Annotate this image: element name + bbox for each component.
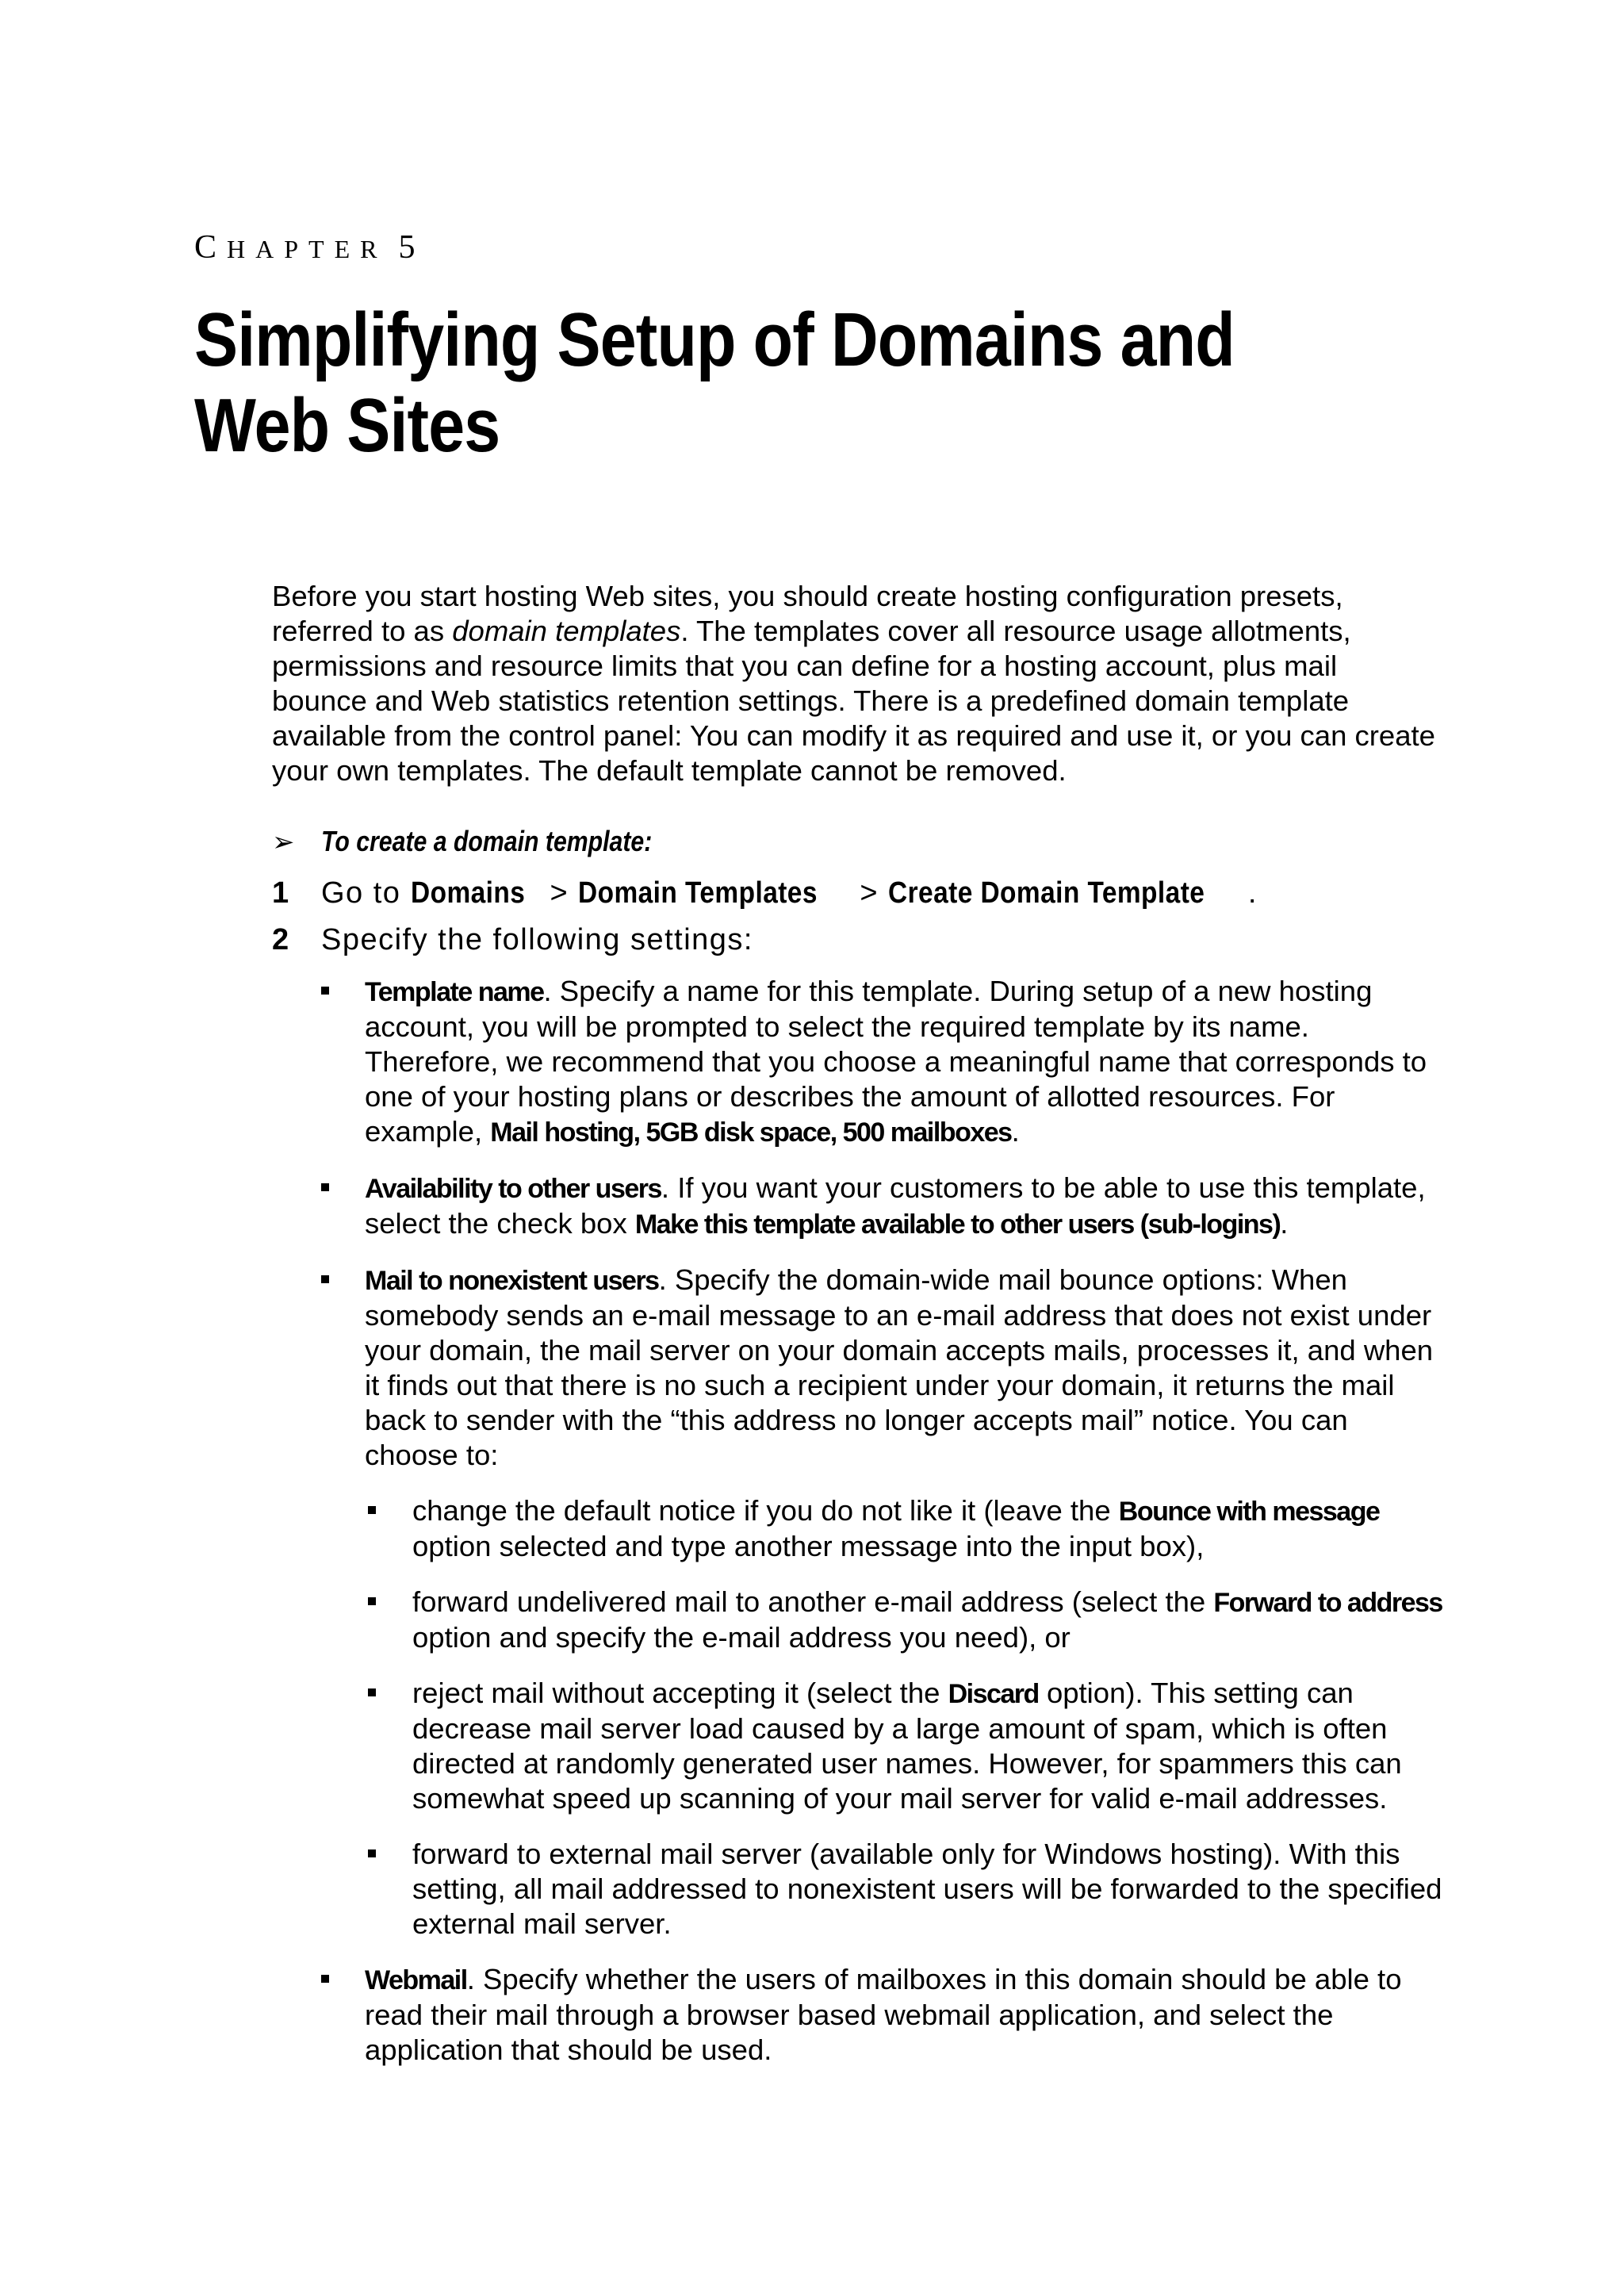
option-text-before: change the default notice if you do not like it (leave the [412, 1494, 1119, 1527]
intro-text-before: Before you start hosting Web sites, you should create hosting configuration presets, referred to as [272, 580, 1343, 647]
list-item-forward [412, 1585, 1443, 1655]
list-item-availability [365, 1171, 1443, 1242]
chapter-number: 5 [398, 229, 426, 266]
step-number: 2 [272, 923, 289, 956]
square-bullet-icon [321, 1275, 329, 1283]
list-item-webmail [365, 1962, 1443, 2068]
list-item-mail-nonexistent [365, 1263, 1443, 1941]
chapter-heading [194, 228, 425, 266]
intro-emphasis: domain templates [452, 615, 681, 647]
setting-end: . [1011, 1115, 1020, 1148]
square-bullet-icon [368, 1597, 376, 1605]
path-separator: > [850, 876, 889, 910]
chapter-first-letter: C [194, 229, 228, 266]
option-name: Bounce with message [1118, 1497, 1380, 1527]
option-text: forward to external mail server (available only for Windows hosting). With this setting, all mail addressed to nonexistent users will be forwarded to the specified external mail server. [412, 1838, 1442, 1940]
option-text-before: forward undelivered mail to another e-mail address (select the [412, 1585, 1214, 1618]
setting-text: . Specify whether the users of mailboxes in this domain should be able to read their mail through a browser based webmail application, and select the application that should be used. [365, 1963, 1402, 2066]
list-item-template-name [365, 974, 1443, 1150]
bounce-options-list [365, 1493, 1443, 1941]
option-text-after: option selected and type another message into the input box), [412, 1530, 1205, 1562]
setting-text: . Specify the domain-wide mail bounce options: When somebody sends an e-mail message to an e-mail address that does not exist under your domain, the mail server on your domain accepts mails, processes it, and when it finds out that there is no such a recipient under your domain, it returns the mail back to sender with the “this address no longer accepts mail” notice. You can choose to: [365, 1263, 1434, 1471]
chapter-word: HAPTER [227, 235, 388, 263]
option-name: Discard [948, 1679, 1039, 1709]
intro-paragraph [272, 579, 1438, 788]
setting-label: Mail to nonexistent users [365, 1266, 659, 1296]
page-title: Simplifying Setup of Domains and Web Sites [194, 297, 1235, 468]
path-create-domain-template: Create Domain Template [888, 876, 1205, 910]
procedure-heading [272, 825, 715, 858]
square-bullet-icon [368, 1849, 376, 1857]
setting-label: Template name [365, 977, 544, 1007]
option-name: Forward to address [1213, 1588, 1442, 1618]
setting-label: Availability to other users [365, 1174, 661, 1204]
square-bullet-icon [321, 987, 329, 995]
option-text-after: option). This setting can decrease mail server load caused by a large amount of spam, which is often directed at randomly generated user names. However, for spammers this can somewhat speed up scanning of your mail server for valid e-mail addresses. [412, 1677, 1402, 1815]
path-separator: > [540, 876, 579, 910]
list-item-change-notice [412, 1493, 1443, 1564]
square-bullet-icon [321, 1183, 329, 1191]
step-2 [272, 923, 753, 957]
setting-end: . [1280, 1207, 1289, 1240]
arrow-bullet-icon: ➢ [272, 826, 295, 858]
square-bullet-icon [368, 1688, 376, 1696]
option-text-after: option and specify the e-mail address you need), or [412, 1621, 1071, 1654]
step-number: 1 [272, 876, 289, 910]
step-1 [272, 876, 1258, 910]
step-end: . [1247, 876, 1258, 910]
path-domain-templates: Domain Templates [578, 876, 818, 910]
square-bullet-icon [321, 1975, 329, 1983]
list-item-reject [412, 1676, 1443, 1816]
intro-text-after: . The templates cover all resource usage allotments, permissions and resource limits that you can define for a hosting account, plus mail bounce and Web statistics retention settings. There is a predefined domain template available from the control panel: You can modify it as required and use it, or you can create your own templates. The default template cannot be removed. [272, 615, 1435, 787]
list-item-external-server [412, 1837, 1443, 1941]
step-text: Specify the following settings: [321, 923, 753, 956]
setting-text: . Specify a name for this template. During setup of a new hosting account, you will be prompted to select the required template by its name. Therefore, we recommend that you choose a meaningful name that corresponds to one of your hosting plans or describes the amount of allotted resources. For example, [365, 975, 1427, 1148]
path-domains: Domains [410, 876, 525, 910]
setting-label: Webmail [365, 1965, 467, 1995]
step-text: Go to [321, 876, 411, 910]
setting-text: . If you want your customers to be able to use this template, select the check box [365, 1171, 1426, 1240]
option-text-before: reject mail without accepting it (select the [412, 1677, 948, 1709]
setting-example: Mail hosting, 5GB disk space, 500 mailboxes [490, 1117, 1012, 1148]
settings-list [365, 974, 1443, 2088]
square-bullet-icon [368, 1506, 376, 1514]
setting-option: Make this template available to other users (sub-logins) [634, 1209, 1281, 1240]
procedure-title: To create a domain template: [321, 825, 653, 857]
